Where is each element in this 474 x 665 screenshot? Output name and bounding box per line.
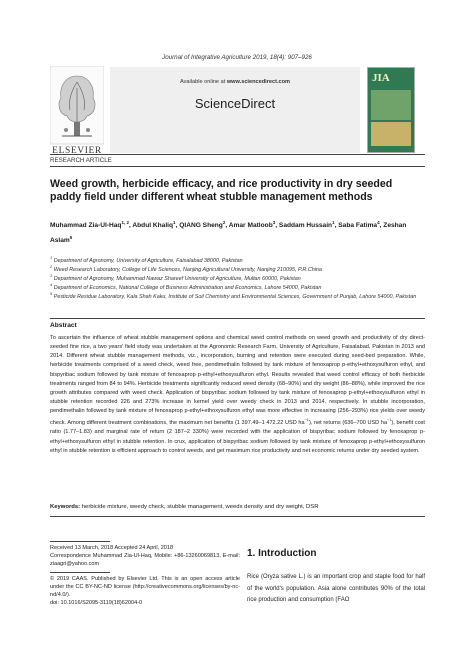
abstract-body: To ascertain the influence of wheat stubble management options and chemical weed control methods on weed growth and productivity of dry direct-seeded fine rice, a two years' field study was undertaken at the Agronomic Research Farm, University of Agriculture, Faisalabad, Pakistan in 2013 and 2014. Different wheat stubble management methods, viz., incorporation, burning and retention were executed during seed-bed preparation. While, herbicide treatments comprised of a weed check, weed free, pendimethalin followed by tank mixture of fenoxaprop p-ethyl+ethoxysulfuron ethyl, and bispyribac sodium followed by tank mixture of fenoxaprop p-ethyl+ethoxysulfuron ethyl. Results revealed that weed control efficacy of both herbicide treatments ranged from 84 to 94%. Herbicide treatments significantly reduced weed density (68–90%) and dry weight (86–88%), while improved the rice growth attributes compared with weed check. Application of bispyribac sodium followed by tank mixture of fenoxaprop p-ethyl+ethoxysulfuron ethyl in stubble retention recorded 226 and 273% increase in kernel yield over weedy check in 2013 and 2014, respectively. In stubble incorporation, pendimethalin followed by tank mixture of fenoxaprop p-ethyl+ethoxysulfuron ethyl was more effective in increasing (256–293%) rice yields over weedy check. Among different treatment combinations, the maximum net benefits (1 397.49–1 472.22 USD $ha^{-1}$), net returns (636–700 USD $ha^{-1}$), benefit cost ratio (1.77–1.83) and marginal rate of return (2 187–2 330%) were recorded with the application of bispyribac sodium followed by fenoxaprop p-ethyl+ethoxysulfuron ethyl in stubble retention. In crux, application of bispyribac sodium followed by tank mixture of fenoxaprop p-ethyl+ethoxysulfuron ethyl in stubble retention is efficient approach to control weeds, and get maximum rice productivity and net economic returns under dry seeded system. [50, 335, 425, 454]
header-divider [50, 154, 425, 155]
author-affil-mark: 2 [222, 220, 226, 225]
author-5: Saba Fatima [338, 222, 378, 230]
author-separator: , [334, 222, 339, 230]
journal-citation: Journal of Integrative Agriculture 2019, 18(4): 907–926 [162, 54, 312, 61]
footnote-rule-2 [50, 572, 110, 573]
introduction-heading: 1. Introduction [247, 548, 317, 559]
introduction-body: Rice (Oryza sative L.) is an important crop and staple food for half of the world's population. Asia alone contributes 90% of the total rice production and consumption (FAO [247, 574, 425, 604]
author-affil-mark: 4 [377, 220, 380, 225]
author-4: Saddam Hussain [278, 222, 333, 230]
keywords-divider [50, 516, 425, 517]
author-separator: , [275, 222, 279, 230]
received-dates: Received 13 March, 2018 Accepted 24 April, 2018 [50, 545, 174, 551]
available-online [110, 79, 360, 85]
keywords [50, 503, 425, 511]
doi[interactable]: doi: 10.1016/S2095-3119(18)62004-0 [50, 600, 143, 606]
abstract-divider [50, 318, 425, 319]
author-separator: , [175, 222, 180, 230]
abstract-heading: Abstract [50, 322, 77, 329]
elsevier-wordmark: ELSEVIER [52, 146, 102, 156]
affiliation-2: $^2$ Weed Research Laboratory, College of Life Sciences, Nanjing Agricultural University, Nanjing 210095, P.R.China [50, 264, 322, 273]
author-affil-mark: 1 [332, 220, 335, 225]
affiliation-3: $^3$ Department of Agronomy, Muhammad Nawaz Shareef University of Agriculture, Multan 60000, Pakistan [50, 273, 301, 282]
article-type-divider [50, 166, 425, 167]
footnote-rule [50, 541, 110, 542]
author-1: Abdul Khaliq [132, 222, 174, 230]
affiliation-1: $^1$ Department of Agronomy, University of Agriculture, Faisalabad 38000, Pakistan [50, 255, 243, 264]
article-title: Weed growth, herbicide efficacy, and rice productivity in dry seeded paddy field under different wheat stubble management methods [50, 178, 393, 204]
affiliation-4: $^4$ Department of Economics, National College of Business Administration and Economics, Lahore 54000, Pakistan [50, 282, 322, 291]
author-affil-mark: 3 [272, 220, 276, 225]
elsevier-tree-logo [50, 66, 104, 154]
author-separator: , [225, 222, 229, 230]
author-6: Zeshan Aslam [50, 222, 407, 244]
author-separator: , [128, 222, 133, 230]
author-2: QIANG Sheng [179, 222, 223, 230]
keywords-label: Keywords: [50, 504, 81, 510]
author-affil-mark: 1 [173, 220, 176, 225]
author-separator: , [379, 222, 384, 230]
article-type: RESEARCH ARTICLE [50, 157, 112, 164]
cover-title: JIA [372, 72, 390, 84]
correspondence: Correspondence Muhammad Zia-Ul-Haq, Mobile: +86-13260069813, E-mail: ziaagri@yahoo.com [50, 553, 240, 568]
author-0: Muhammad Zia-Ul-Haq [50, 222, 122, 230]
journal-cover-image [367, 67, 415, 153]
author-list [50, 217, 425, 246]
cover-photo-lower [371, 122, 411, 146]
cover-photo [371, 90, 411, 120]
license-statement: © 2019 CAAS. Published by Elsevier Ltd. This is an open access article under the CC BY-NC-ND license (http://creativecommons.org/licenses/by-nc-nd/4.0/). [50, 576, 240, 599]
keywords-text: herbicide mixture, weedy check, stubble management, weeds density and dry weight, DSR [80, 504, 319, 510]
available-prefix: Available online at [179, 79, 227, 85]
author-3: Amar Matloob [228, 222, 273, 230]
author-affil-mark: 5 [69, 234, 73, 240]
author-affil-mark: 1, 2 [121, 220, 129, 225]
affiliation-5: $^5$ Pesticide Residue Laboratory, Kala Shah Kaku, Institute of Soil Chemistry and Environmental Sciences, Government of Punjab, Lahore 54000, Pakistan [50, 291, 417, 300]
sciencedirect-url[interactable]: www.sciencedirect.com [226, 79, 291, 85]
sciencedirect-title: ScienceDirect [194, 96, 276, 111]
